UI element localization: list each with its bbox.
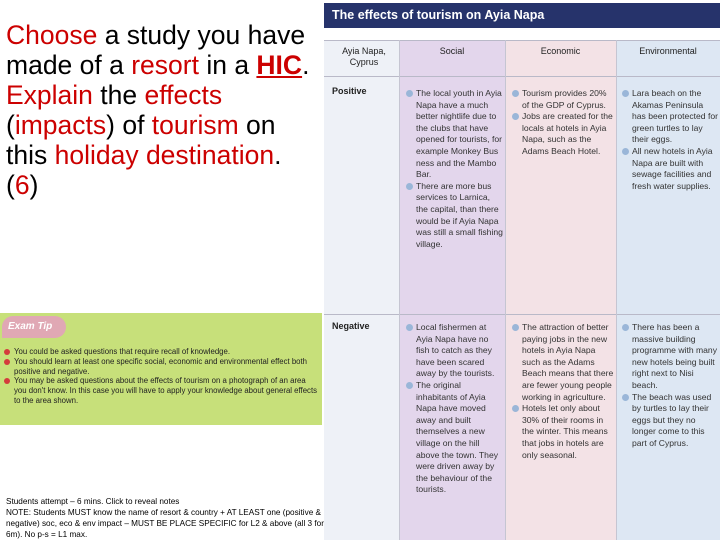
bullet-icon [512, 90, 519, 97]
cell-negative-environmental [622, 322, 718, 450]
list-item [406, 380, 504, 496]
cell-positive-social [406, 88, 504, 250]
bullet-icon [406, 324, 413, 331]
exam-tip-item [4, 357, 320, 377]
list-item-text: Local fishermen at Ayia Napa have no fish to catch as they have been scared away by the tourists. [416, 322, 495, 379]
list-item [622, 88, 718, 146]
list-item-text: Tourism provides 20% of the GDP of Cyprus. [522, 88, 607, 110]
question-fragment: ) of [106, 110, 152, 140]
question-word-explain: Explain [6, 80, 93, 110]
bullet-icon [406, 90, 413, 97]
bullet-icon [512, 113, 519, 120]
list-item-text: Hotels let only about 30% of their rooms in the winter. This means that jobs in hotels are only seasonal. [522, 403, 608, 460]
question-fragment: ( [6, 110, 15, 140]
row-label-positive: Positive [332, 86, 367, 96]
bullet-icon [622, 324, 629, 331]
exam-tip-item-text: You could be asked questions that require recall of knowledge. [14, 347, 231, 356]
divider [324, 76, 720, 77]
list-item-text: Lara beach on the Akamas Peninsula has been protected for green turtles to lay their eggs. [632, 88, 718, 145]
question-fragment: . ( [6, 140, 282, 200]
question-word-holiday-destination: holiday destination [54, 140, 275, 170]
exam-tip-title: Exam Tip [2, 316, 66, 338]
bullet-icon [406, 183, 413, 190]
list-item-text: There has been a massive building programme with many new hotels being built right next to Nisi beach. [632, 322, 718, 390]
bullet-icon [4, 349, 10, 355]
label-column-bg [324, 40, 399, 540]
notes-line-2: NOTE: Students MUST know the name of resort & country + AT LEAST one (positive & negative) soc, eco & env impact – MUST BE PLACE SPECIFIC for L2 & above (all 3 for 6m). No p-s = L1 max. [6, 508, 324, 539]
list-item [512, 111, 615, 157]
list-item [512, 88, 615, 111]
bullet-icon [4, 378, 10, 384]
question-fragment: in a [198, 50, 257, 80]
divider [505, 40, 506, 540]
list-item [406, 322, 504, 380]
question-text [6, 20, 321, 200]
bullet-icon [512, 405, 519, 412]
list-item [512, 322, 615, 403]
header-place: Ayia Napa, Cyprus [342, 46, 386, 67]
list-item-text: The attraction of better paying jobs in the new hotels in Ayia Napa such as the Adams Beach means that there are fewer young people working in agriculture. [522, 322, 614, 402]
list-item-text: All new hotels in Ayia Napa are built with sewage facilities and fresh water supplies. [632, 145, 713, 191]
list-item-text: The original inhabitants of Ayia Napa have moved away and built themselves a new village on the hill above the town. They were driven away by the behaviour of the tourists. [416, 379, 499, 495]
bullet-icon [4, 359, 10, 365]
bullet-icon [512, 324, 519, 331]
header-environmental: Environmental [639, 46, 697, 56]
list-item [622, 392, 718, 450]
question-fragment: on this [6, 110, 276, 170]
exam-tip-list [4, 347, 320, 406]
question-fragment: the [92, 80, 145, 110]
question-word-tourism: tourism [151, 110, 239, 140]
divider [324, 314, 720, 315]
divider [399, 40, 400, 540]
question-fragment: ) [29, 170, 39, 200]
question-fragment: . [302, 50, 310, 80]
list-item-text: Jobs are created for the locals at hotels in Ayia Napa, such as the Adams Beach Hotel. [522, 111, 613, 156]
bullet-icon [622, 148, 629, 155]
divider [616, 40, 617, 540]
list-item [406, 181, 504, 251]
header-economic: Economic [540, 46, 581, 56]
cell-positive-economic [512, 88, 615, 158]
bullet-icon [622, 90, 629, 97]
question-marks: 6 [14, 170, 30, 200]
table-title: The effects of tourism on Ayia Napa [324, 3, 720, 28]
question-word-impacts: impacts [14, 110, 107, 140]
tourism-effects-table [324, 0, 720, 540]
list-item-text: The local youth in Ayia Napa have a much better nightlife due to the clubs that have opened for tourists, for example Monkey Bus ness and the Mambo Bar. [416, 88, 502, 180]
list-item [622, 146, 718, 192]
exam-tip-item [4, 347, 320, 357]
cell-negative-economic [512, 322, 615, 461]
list-item [622, 322, 718, 392]
question-word-choose: Choose [6, 20, 98, 50]
list-item [406, 88, 504, 181]
list-item-text: The beach was used by turtles to lay their eggs but they no longer come to this part of Cyprus. [632, 391, 712, 448]
bullet-icon [406, 382, 413, 389]
divider [324, 40, 720, 41]
cell-negative-social [406, 322, 504, 496]
exam-tip-box [0, 313, 322, 425]
list-item [512, 403, 615, 461]
question-word-resort: resort [131, 50, 199, 80]
question-word-hic: HIC [256, 50, 303, 80]
cell-positive-environmental [622, 88, 718, 192]
bullet-icon [622, 394, 629, 401]
header-social: Social [439, 46, 465, 56]
notes-line-1: Students attempt – 6 mins. Click to reveal notes [6, 497, 180, 506]
exam-tip-item-text: You should learn at least one specific social, economic and environmental effect both positive and negative. [14, 356, 307, 376]
question-fragment: a study you have made of a [6, 20, 306, 80]
exam-tip-item [4, 376, 320, 405]
question-word-effects: effects [144, 80, 223, 110]
exam-tip-item-text: You may be asked questions about the effects of tourism on a photograph of an area you don't know. In this case you will have to apply your knowledge about general effects to the area shown. [14, 376, 318, 405]
teacher-notes [6, 496, 324, 540]
list-item-text: There are more bus services to Larnica, the capital, than there would be if Ayia Napa was still a small fishing village. [416, 180, 503, 249]
row-label-negative: Negative [332, 321, 370, 331]
